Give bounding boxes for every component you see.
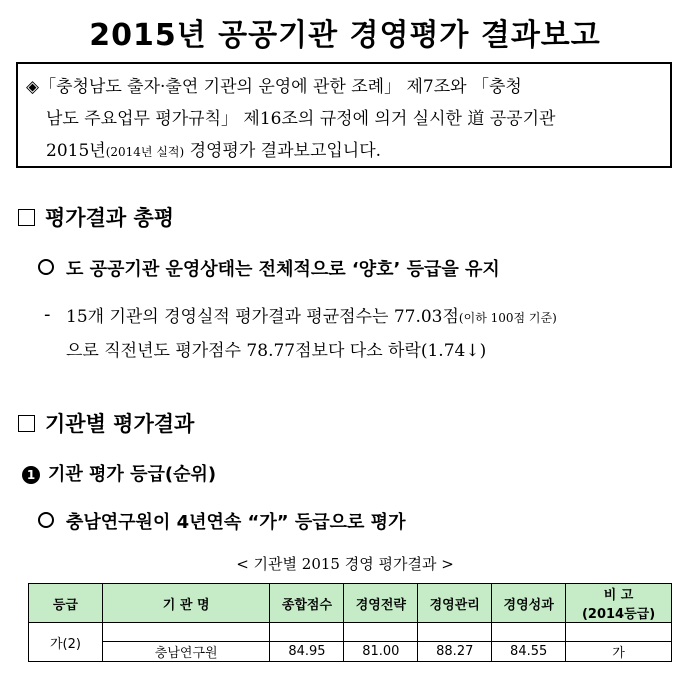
- section2-subheading-text: 기관 평가 등급(순위): [48, 464, 217, 485]
- number-one-icon: 1: [22, 466, 40, 484]
- section1-heading: [18, 202, 174, 232]
- section1-detail-line1: [66, 302, 557, 327]
- table-caption: < 기관별 2015 경영 평가결과 >: [236, 555, 454, 573]
- total-score-cell: 84.95: [270, 642, 344, 662]
- header-strategy: 경영전략: [344, 584, 418, 623]
- section2-bullet-text: 충남연구원이 4년연속 “가” 등급으로 평가: [66, 512, 406, 533]
- intro-line-2: 남도 주요업무 평가규칙」 제16조의 규정에 의거 실시한 道 공공기관: [46, 109, 556, 129]
- page-title: 2015년 공공기관 경영평가 결과보고: [89, 18, 601, 53]
- empty-cell: [344, 623, 418, 642]
- intro-text-3: 경영평가 결과보고입니다.: [184, 141, 382, 161]
- empty-cell: [492, 623, 566, 642]
- section1-detail-line2: 으로 직전년도 평가점수 78.77점보다 다소 하락(1.74↓): [66, 341, 487, 361]
- square-icon: [18, 415, 35, 432]
- circle-bullet-icon: [38, 512, 54, 528]
- strategy-score-cell: 81.00: [344, 642, 418, 662]
- intro-line-3: [46, 136, 381, 161]
- empty-cell: [566, 623, 672, 642]
- header-remark-line2: (2014등급): [581, 607, 656, 622]
- square-icon: [18, 209, 35, 226]
- table-row: [29, 642, 672, 662]
- section2-heading-text: 기관별 평가결과: [45, 412, 195, 436]
- dash-marker: -: [44, 304, 51, 325]
- grade-cell: 가(2): [29, 623, 103, 662]
- header-management: 경영관리: [418, 584, 492, 623]
- header-total: 종합점수: [270, 584, 344, 623]
- empty-cell: [418, 623, 492, 642]
- detail-note: (이하 100점 기준): [458, 311, 557, 325]
- header-performance: 경영성과: [492, 584, 566, 623]
- intro-line-1: [26, 72, 522, 97]
- intro-year-note: (2014년 실적): [105, 145, 185, 159]
- org-name-cell: 충남연구원: [102, 642, 270, 662]
- header-grade: 등급: [29, 584, 103, 623]
- section1-bullet: [38, 255, 500, 281]
- results-table: [28, 583, 672, 662]
- header-org: 기 관 명: [102, 584, 270, 623]
- section2-subheading: [22, 460, 216, 486]
- intro-year: 2015년: [46, 141, 106, 161]
- table-header-row: [29, 584, 672, 623]
- empty-cell: [102, 623, 270, 642]
- diamond-icon: ◈: [26, 77, 40, 97]
- detail-text-1: 15개 기관의 경영실적 평가결과 평균점수는 77.03점: [66, 307, 459, 327]
- section2-bullet: [38, 508, 405, 534]
- performance-score-cell: 84.55: [492, 642, 566, 662]
- table-row: [29, 623, 672, 642]
- header-remark-line1: 비 고: [603, 588, 634, 603]
- remark-cell: 가: [566, 642, 672, 662]
- empty-cell: [270, 623, 344, 642]
- circle-bullet-icon: [38, 259, 54, 275]
- section1-bullet-text: 도 공공기관 운영상태는 전체적으로 ‘양호’ 등급을 유지: [66, 259, 500, 280]
- header-remark: [566, 584, 672, 623]
- intro-text-1: 「충청남도 출자·출연 기관의 운영에 관한 조례」 제7조와 「충청: [39, 77, 522, 97]
- management-score-cell: 88.27: [418, 642, 492, 662]
- intro-box: [16, 62, 672, 168]
- section2-heading: [18, 408, 194, 438]
- section1-heading-text: 평가결과 총평: [45, 206, 175, 230]
